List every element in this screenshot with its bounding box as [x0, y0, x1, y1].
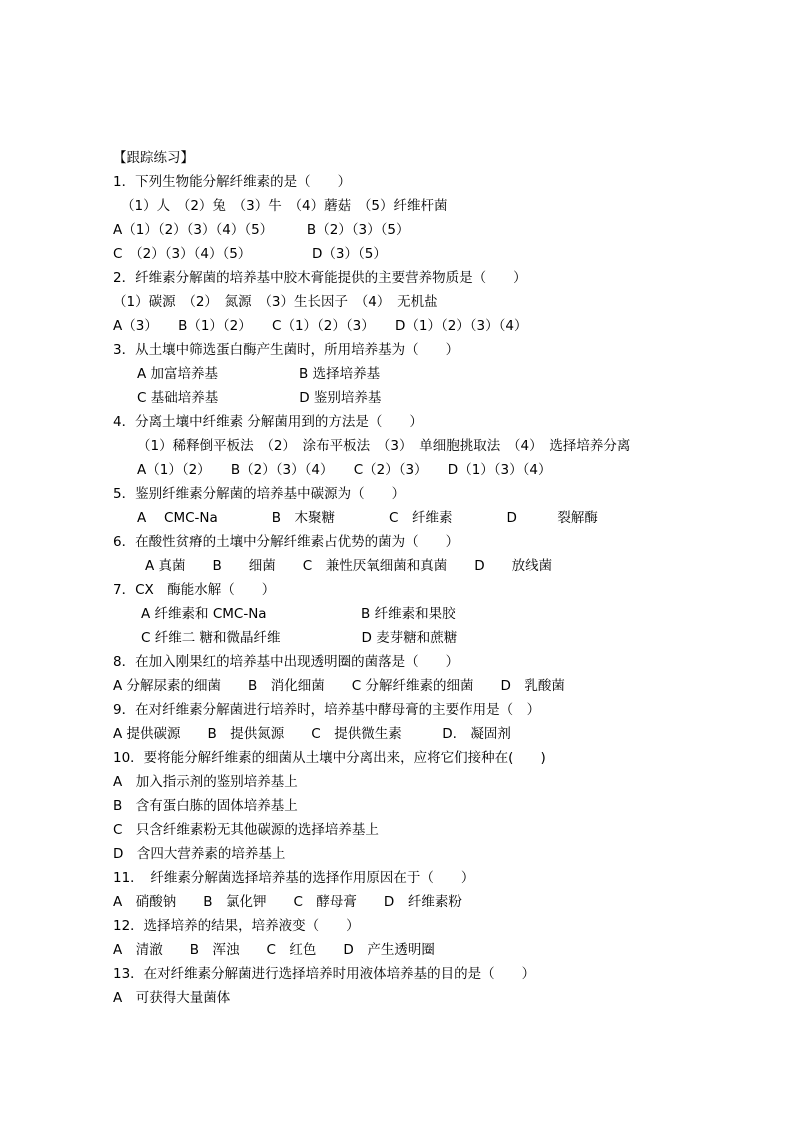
q2-options: A（3） B（1）（2） C（1）（2）（3） D（1）（2）（3）（4）: [113, 318, 528, 334]
q1-options-ab: A（1）（2）（3）（4）（5） B（2）（3）（5）: [113, 222, 410, 238]
q10-option-b: B 含有蛋白胨的固体培养基上: [113, 798, 298, 814]
q2-stem: 2．纤维素分解菌的培养基中胶木膏能提供的主要营养物质是（ ）: [113, 270, 527, 286]
q6-stem: 6．在酸性贫瘠的土壤中分解纤维素占优势的菌为（ ）: [113, 534, 460, 550]
q3-options-ab: A 加富培养基 B 选择培养基: [137, 366, 381, 382]
q10-stem: 10．要将能分解纤维素的细菌从土壤中分离出来，应将它们接种在( ): [113, 750, 546, 766]
q4-stem: 4．分离土壤中纤维素 分解菌用到的方法是（ ）: [113, 414, 423, 430]
q7-options-ab: A 纤维素和 CMC-Na B 纤维素和果胶: [141, 606, 456, 622]
q1-items: （1）人 （2）兔 （3）牛 （4）蘑菇 （5）纤维杆菌: [121, 198, 448, 214]
q5-options: A CMC-Na B 木聚糖 C 纤维素 D 裂解酶: [137, 510, 598, 526]
q6-options: A 真菌 B 细菌 C 兼性厌氧细菌和真菌 D 放线菌: [145, 558, 553, 574]
q12-stem: 12．选择培养的结果，培养液变（ ）: [113, 918, 360, 934]
q11-options: A 硝酸钠 B 氯化钾 C 酵母膏 D 纤维素粉: [113, 894, 462, 910]
q13-option-a: A 可获得大量菌体: [113, 990, 231, 1006]
q10-option-d: D 含四大营养素的培养基上: [113, 846, 286, 862]
q7-stem: 7．CX 酶能水解（ ）: [113, 582, 276, 598]
q8-stem: 8．在加入刚果红的培养基中出现透明圈的菌落是（ ）: [113, 654, 460, 670]
q3-stem: 3．从土壤中筛选蛋白酶产生菌时，所用培养基为（ ）: [113, 342, 460, 358]
q10-option-c: C 只含纤维素粉无其他碳源的选择培养基上: [113, 822, 379, 838]
q9-options: A 提供碳源 B 提供氮源 C 提供微生素 D. 凝固剂: [113, 726, 511, 742]
q3-options-cd: C 基础培养基 D 鉴别培养基: [137, 390, 382, 406]
q1-options-cd: C （2）（3）（4）（5） D（3）（5）: [113, 246, 387, 262]
q12-options: A 清澈 B 浑浊 C 红色 D 产生透明圈: [113, 942, 435, 958]
q8-options: A 分解尿素的细菌 B 消化细菌 C 分解纤维素的细菌 D 乳酸菌: [113, 678, 565, 694]
q4-options: A（1）（2） B（2）（3）（4） C（2）（3） D（1）（3）（4）: [137, 462, 552, 478]
q13-stem: 13．在对纤维素分解菌进行选择培养时用液体培养基的目的是（ ）: [113, 966, 536, 982]
q2-items: （1）碳源 （2） 氮源 （3）生长因子 （4） 无机盐: [113, 294, 438, 310]
q10-option-a: A 加入指示剂的鉴别培养基上: [113, 774, 298, 790]
q5-stem: 5．鉴别纤维素分解菌的培养基中碳源为（ ）: [113, 486, 406, 502]
q9-stem: 9．在对纤维素分解菌进行培养时，培养基中酵母膏的主要作用是（ ）: [113, 702, 541, 718]
section-title: 【跟踪练习】: [113, 150, 194, 166]
q1-stem: 1．下列生物能分解纤维素的是（ ）: [113, 174, 352, 190]
q4-items: （1）稀释倒平板法 （2） 涂布平板法 （3） 单细胞挑取法 （4） 选择培养分离: [137, 438, 631, 454]
q11-stem: 11． 纤维素分解菌选择培养基的选择作用原因在于（ ）: [113, 870, 475, 886]
q7-options-cd: C 纤维二 糖和微晶纤维 D 麦芽糖和蔗糖: [141, 630, 458, 646]
